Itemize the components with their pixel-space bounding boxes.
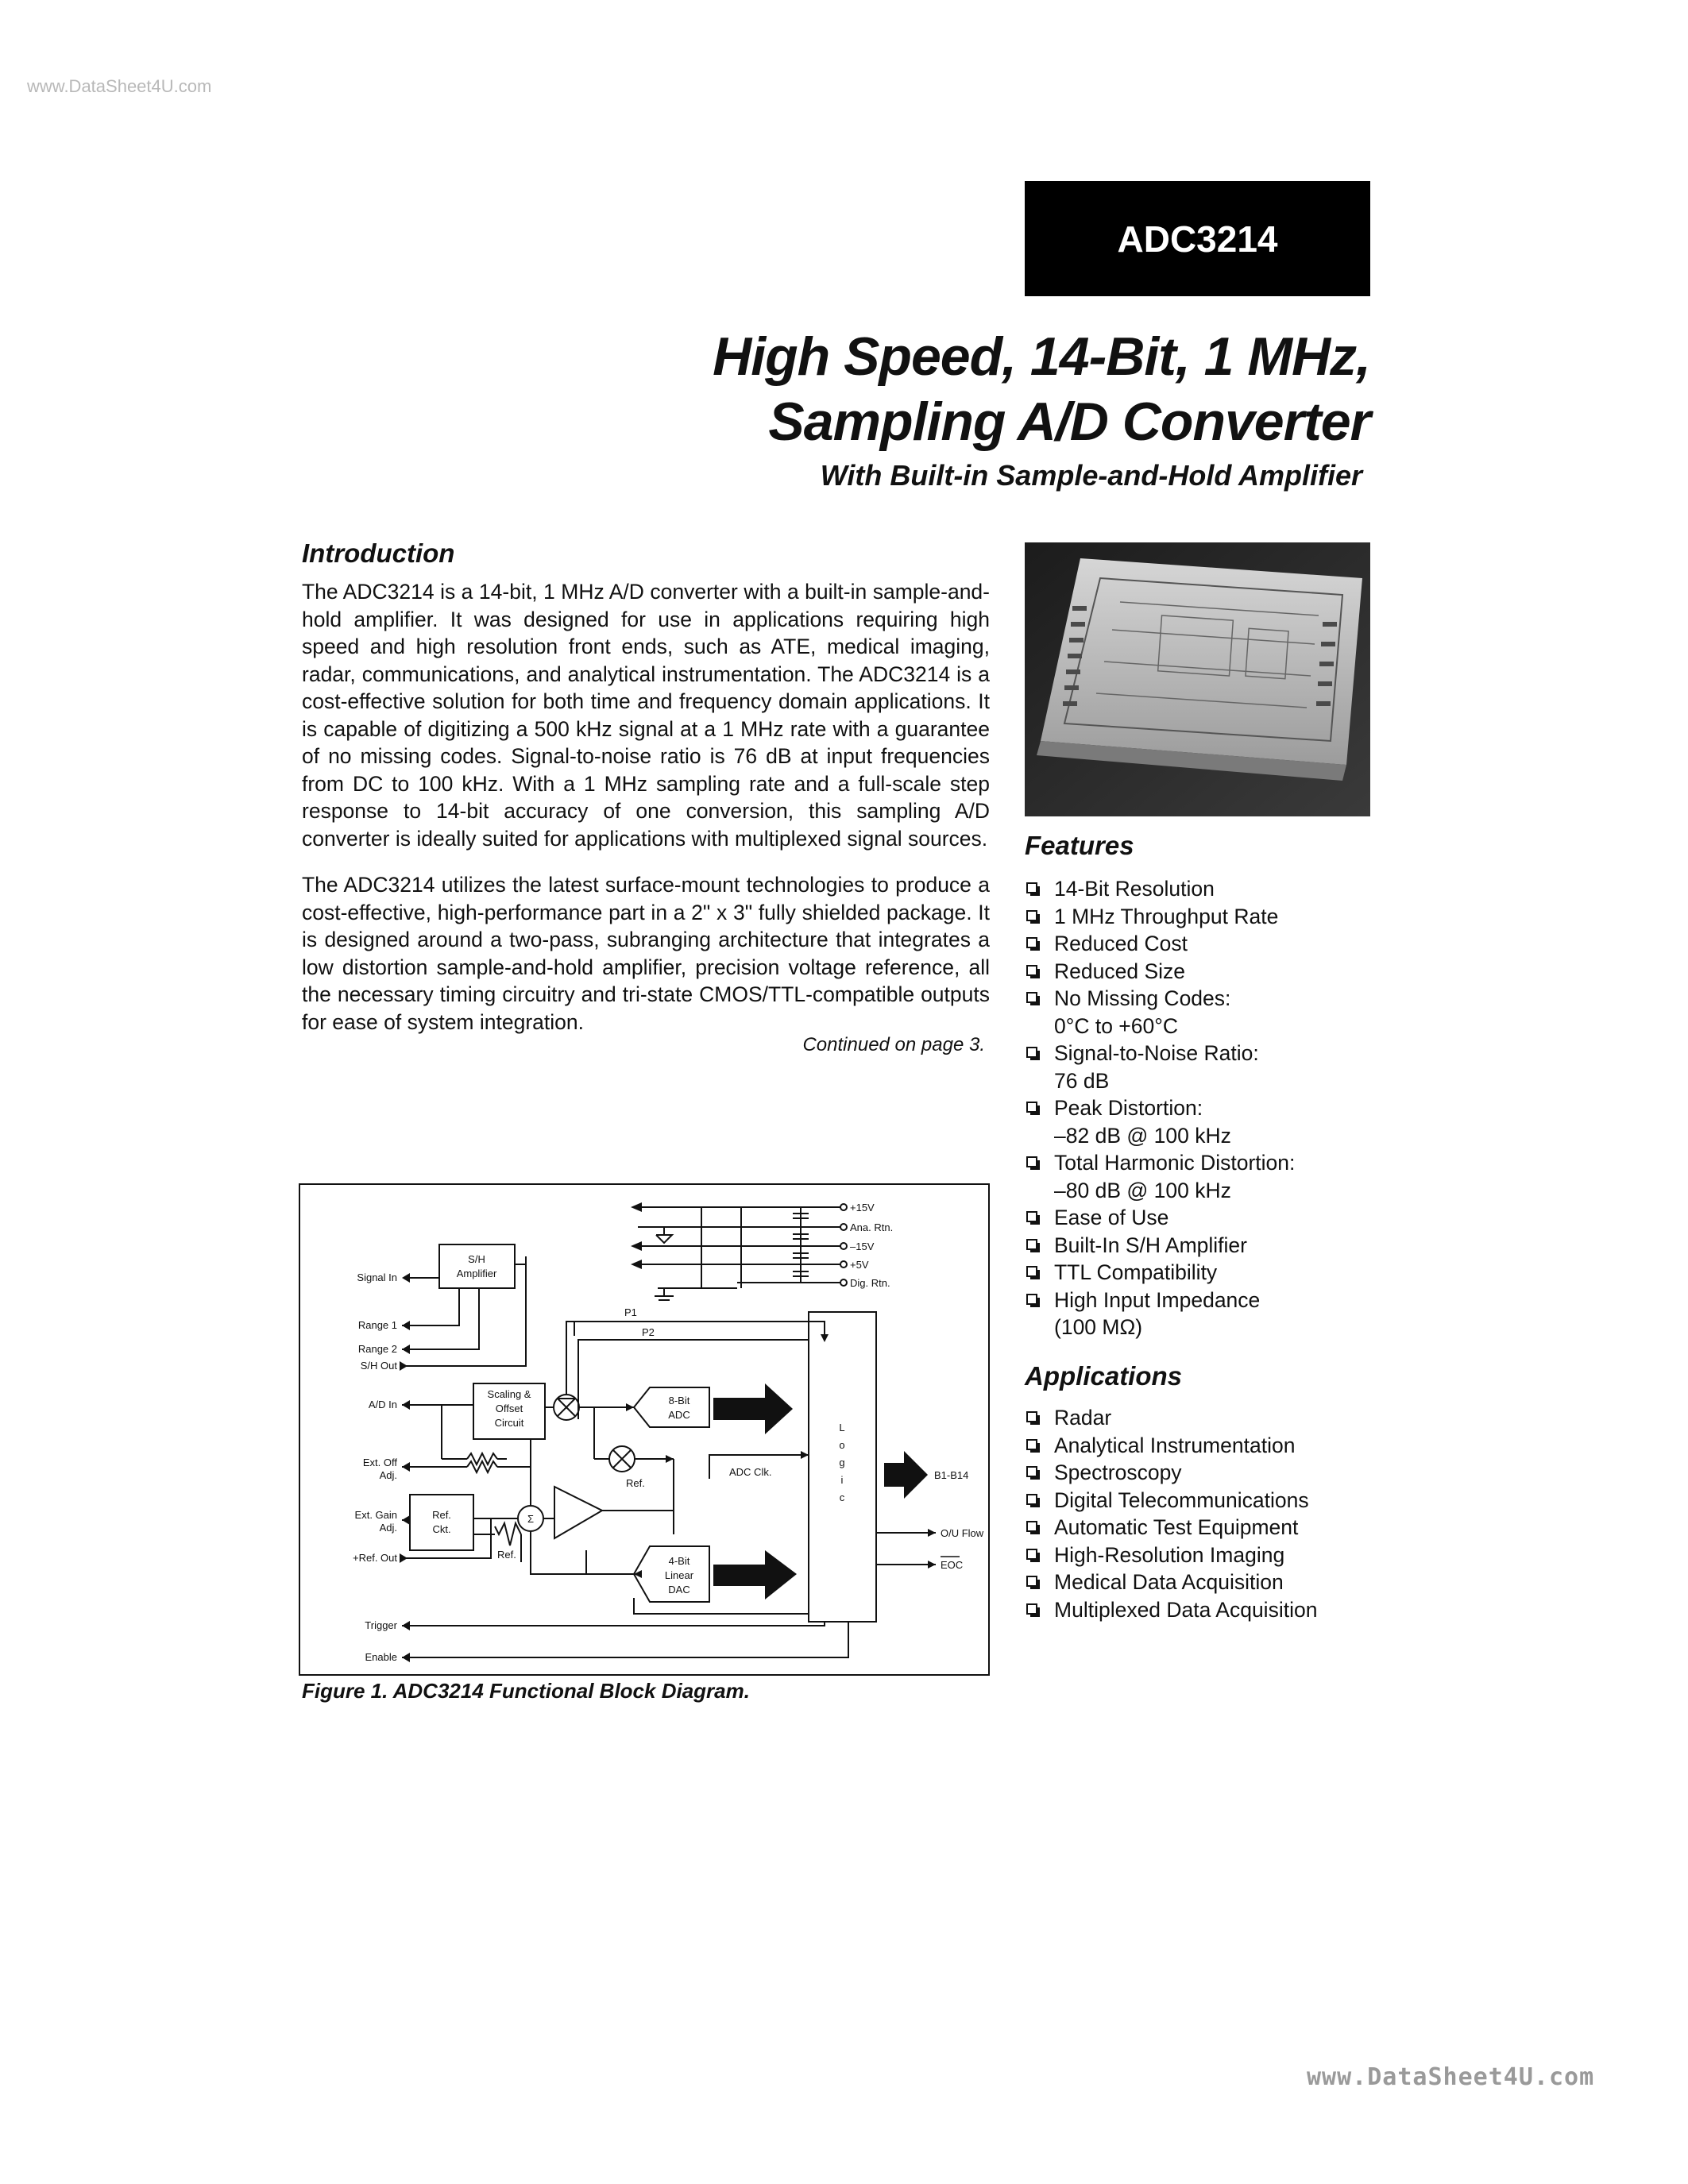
pin-label: +Ref. Out: [353, 1552, 397, 1564]
block-label: 8-Bit: [668, 1395, 690, 1406]
feature-item: Reduced Size: [1025, 958, 1358, 986]
checkbox-bullet-icon: [1026, 1102, 1037, 1113]
rail-label: +15V: [850, 1202, 875, 1214]
block-label: Offset: [495, 1403, 523, 1414]
checkbox-bullet-icon: [1026, 992, 1037, 1003]
rail-label: +5V: [850, 1259, 869, 1271]
page-title: [713, 324, 1370, 454]
product-photo: [1025, 542, 1370, 816]
checkbox-bullet-icon: [1026, 1439, 1037, 1450]
introduction-paragraph-1: The ADC3214 is a 14-bit, 1 MHz A/D converter with a built-in sample-and-hold amplifier. It was designed for use in applications requiring high speed and high resolution front ends, such as ATE, medical imaging, radar, communications, and analytical instrumentation. The ADC3214 is a cost-effective solution for both time and frequency domain applications. It is capable of digitizing a 500 kHz signal at a 1 MHz rate with a guarantee of no missing codes. Signal-to-noise ratio is 76 dB at input frequencies from DC to 100 kHz. With a 1 MHz sampling rate and a full-scale step response to 14-bit accuracy of one conversion, this sampling A/D converter is ideally suited for applications with multiplexed signal sources.: [302, 580, 990, 851]
features-heading: Features: [1025, 831, 1134, 860]
checkbox-bullet-icon: [1026, 910, 1037, 921]
checkbox-bullet-icon: [1026, 1294, 1037, 1305]
checkbox-bullet-icon: [1026, 1411, 1037, 1422]
checkbox-bullet-icon: [1026, 1239, 1037, 1250]
block-label: 4-Bit: [668, 1555, 690, 1567]
pin-label: S/H Out: [360, 1360, 397, 1372]
checkbox-bullet-icon: [1026, 1549, 1037, 1560]
title-line-1: High Speed, 14-Bit, 1 MHz,: [713, 326, 1370, 387]
applications-heading: Applications: [1025, 1361, 1183, 1391]
signal-label: P1: [624, 1306, 637, 1318]
pin-label: Enable: [365, 1651, 397, 1663]
signal-label: ADC Clk.: [729, 1466, 772, 1478]
block-label: ADC: [668, 1409, 690, 1421]
rail-label: Ana. Rtn.: [850, 1221, 894, 1233]
signal-label: P2: [642, 1326, 655, 1338]
feature-item: 1 MHz Throughput Rate: [1025, 903, 1358, 931]
applications-list: [1025, 1404, 1358, 1623]
feature-item: No Missing Codes: 0°C to +60°C: [1025, 985, 1358, 1040]
checkbox-bullet-icon: [1026, 1603, 1037, 1615]
logic-letter: g: [839, 1457, 845, 1468]
checkbox-bullet-icon: [1026, 1576, 1037, 1587]
application-item: Radar: [1025, 1404, 1358, 1432]
application-item: Digital Telecommunications: [1025, 1487, 1358, 1515]
block-label: DAC: [668, 1584, 690, 1596]
feature-item: Signal-to-Noise Ratio: 76 dB: [1025, 1040, 1358, 1094]
checkbox-bullet-icon: [1026, 1156, 1037, 1167]
block-label: Scaling &: [487, 1388, 531, 1400]
pin-label: Range 1: [357, 1319, 397, 1331]
introduction-paragraph-2: The ADC3214 utilizes the latest surface-mount technologies to produce a cost-effective, high-performance part in a 2" x 3" fully shielded package. It is designed around a two-pass, subranging architecture that integrates a low distortion sample-and-hold amplifier, precision voltage reference, all the necessary timing circuitry and tri-state CMOS/TTL-compatible outputs for ease of system integration.: [302, 873, 990, 1034]
application-item: Spectroscopy: [1025, 1459, 1358, 1487]
feature-item: Built-In S/H Amplifier: [1025, 1232, 1358, 1260]
figure-caption: Figure 1. ADC3214 Functional Block Diagram.: [302, 1679, 750, 1703]
page-subtitle: With Built-in Sample-and-Hold Amplifier: [820, 459, 1362, 492]
summing-junction-symbol: Σ: [527, 1513, 535, 1525]
watermark-top: www.DataSheet4U.com: [27, 76, 212, 96]
pin-label: A/D In: [368, 1399, 397, 1410]
introduction-heading: Introduction: [302, 538, 455, 568]
rail-label: Dig. Rtn.: [850, 1277, 890, 1289]
pin-label: Trigger: [365, 1619, 397, 1631]
pin-label: Adj.: [379, 1469, 397, 1481]
checkbox-bullet-icon: [1026, 1466, 1037, 1477]
application-item: High-Resolution Imaging: [1025, 1542, 1358, 1569]
logic-letter: o: [839, 1439, 845, 1451]
application-item: Multiplexed Data Acquisition: [1025, 1596, 1358, 1624]
continued-note: Continued on page 3.: [802, 1034, 985, 1055]
block-label: Circuit: [494, 1417, 524, 1429]
feature-item: Reduced Cost: [1025, 930, 1358, 958]
pin-label: Ext. Gain: [354, 1509, 397, 1521]
block-label: Ref.: [432, 1509, 451, 1521]
feature-item: TTL Compatibility: [1025, 1259, 1358, 1287]
signal-label: B1-B14: [934, 1469, 969, 1481]
feature-item: Total Harmonic Distortion: –80 dB @ 100 kHz: [1025, 1149, 1358, 1204]
feature-item: Peak Distortion: –82 dB @ 100 kHz: [1025, 1094, 1358, 1149]
pin-label: Signal In: [357, 1271, 397, 1283]
signal-label: O/U Flow: [941, 1527, 984, 1539]
checkbox-bullet-icon: [1026, 1047, 1037, 1058]
title-line-2: Sampling A/D Converter: [768, 392, 1370, 452]
block-diagram: [299, 1183, 990, 1676]
feature-item: 14-Bit Resolution: [1025, 875, 1358, 903]
checkbox-bullet-icon: [1026, 937, 1037, 948]
signal-label: EOC: [941, 1559, 964, 1571]
signal-label: Ref.: [626, 1477, 645, 1489]
block-diagram-svg: [300, 1185, 988, 1674]
block-label: S/H: [468, 1253, 485, 1265]
signal-label: Ref.: [497, 1549, 516, 1561]
part-number: ADC3214: [1117, 218, 1278, 260]
part-number-banner: [1025, 181, 1370, 296]
logic-letter: L: [839, 1422, 845, 1433]
block-label: Ckt.: [432, 1523, 451, 1535]
pin-label: Adj.: [379, 1522, 397, 1534]
product-photo-image: [1025, 542, 1370, 816]
block-label: Amplifier: [456, 1268, 497, 1279]
logic-letter: i: [840, 1474, 844, 1486]
introduction-body: [302, 578, 990, 1055]
feature-item: High Input Impedance (100 MΩ): [1025, 1287, 1358, 1341]
logic-letter: c: [839, 1491, 845, 1503]
pin-label: Ext. Off: [362, 1457, 397, 1468]
pin-label: Range 2: [357, 1343, 397, 1355]
checkbox-bullet-icon: [1026, 1211, 1037, 1222]
rail-label: –15V: [850, 1241, 875, 1252]
application-item: Automatic Test Equipment: [1025, 1514, 1358, 1542]
checkbox-bullet-icon: [1026, 882, 1037, 893]
application-item: Analytical Instrumentation: [1025, 1432, 1358, 1460]
block-label: Linear: [664, 1569, 694, 1581]
features-list: [1025, 875, 1358, 1341]
watermark-bottom: www.DataSheet4U.com: [1307, 2063, 1595, 2091]
checkbox-bullet-icon: [1026, 1494, 1037, 1505]
checkbox-bullet-icon: [1026, 965, 1037, 976]
checkbox-bullet-icon: [1026, 1266, 1037, 1277]
feature-item: Ease of Use: [1025, 1204, 1358, 1232]
checkbox-bullet-icon: [1026, 1521, 1037, 1532]
application-item: Medical Data Acquisition: [1025, 1569, 1358, 1596]
